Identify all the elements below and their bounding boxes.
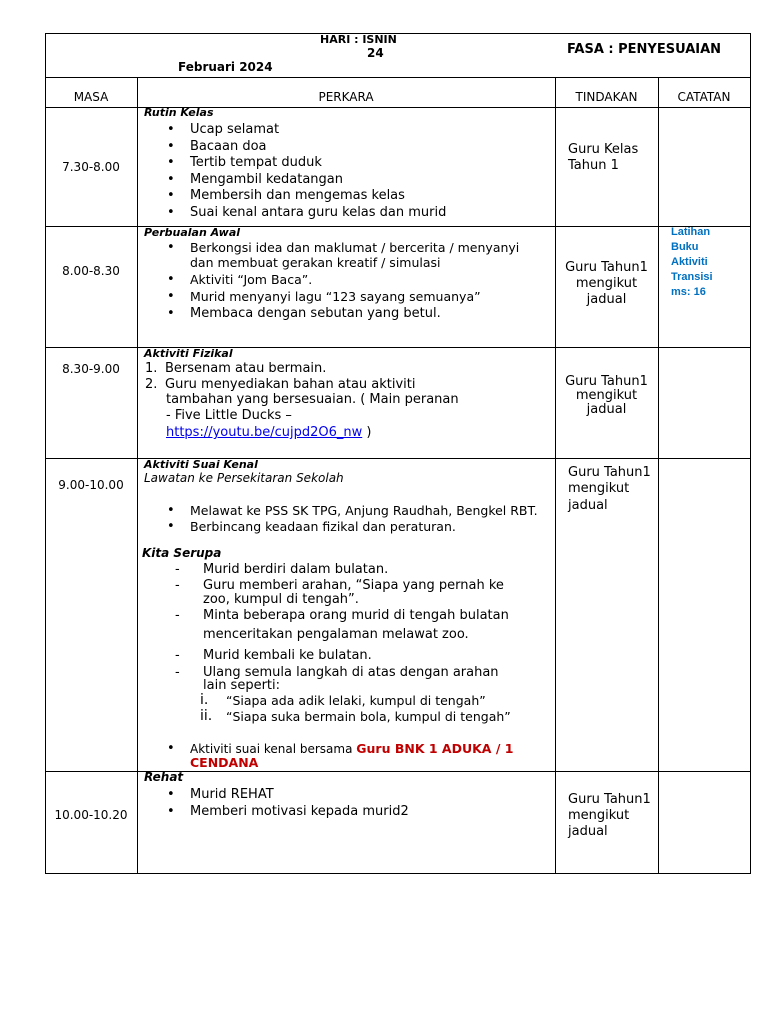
numbered-list	[143, 361, 416, 393]
dash-list	[143, 562, 504, 593]
row-action-line: jadual	[568, 824, 608, 839]
dash-list	[143, 648, 499, 680]
table-border-left	[45, 33, 46, 874]
activity-list	[143, 503, 538, 535]
list-item: i. “Siapa ada adik lelaki, kumpul di tengah”	[200, 692, 486, 708]
roman-list	[198, 693, 511, 725]
list-item: • Tertib tempat duduk	[143, 155, 446, 172]
list-number: 2.	[145, 377, 158, 392]
list-number: 1.	[145, 361, 158, 376]
list-item: 1. Bersenam atau bermain.	[145, 361, 327, 376]
header-date-number: 24	[367, 46, 384, 60]
row-action-line: Guru Kelas	[568, 142, 639, 157]
row-action-line: Guru Tahun1	[565, 374, 648, 389]
row-note-line: Latihan	[671, 226, 711, 238]
column-header-masa: MASA	[73, 90, 109, 104]
list-item: 2. Guru menyediakan bahan atau aktiviti	[145, 377, 416, 392]
list-number: ii.	[200, 708, 213, 724]
row-note-line: Buku	[671, 241, 699, 253]
row-time: 7.30-8.00	[62, 160, 120, 174]
row-action-line: Guru Tahun1	[568, 465, 651, 480]
column-header-perkara: PERKARA	[318, 90, 374, 104]
header-divider	[45, 77, 751, 78]
row-action-line: Guru Tahun1	[565, 260, 648, 275]
row-note-line: ms: 16	[671, 286, 706, 298]
list-item: - Murid berdiri dalam bulatan.	[143, 562, 504, 577]
row-title: Rutin Kelas	[144, 106, 214, 119]
table-border-right	[750, 33, 751, 874]
row-action-line: mengikut	[568, 808, 630, 823]
dash-list	[143, 608, 509, 623]
list-item: • Suai kenal antara guru kelas dan murid	[143, 205, 446, 222]
list-item: • Memberi motivasi kepada murid2	[143, 804, 409, 821]
activity-list	[143, 240, 519, 256]
column-header-tindakan: TINDAKAN	[575, 90, 638, 104]
column-divider	[555, 77, 556, 874]
list-item: • Membaca dengan sebutan yang betul.	[143, 306, 481, 322]
list-item-continuation: lain seperti:	[203, 678, 281, 693]
table-border-top	[45, 33, 751, 34]
header-month-year: Februari 2024	[178, 60, 273, 74]
list-item-continuation: dan membuat gerakan kreatif / simulasi	[190, 255, 441, 270]
column-divider	[137, 77, 138, 874]
list-item: • Ucap selamat	[143, 122, 446, 139]
list-item: • Berbincang keadaan fizikal dan peraturan.	[143, 519, 538, 535]
activity-list	[143, 787, 409, 820]
schedule-table	[45, 33, 751, 874]
activity-list	[143, 122, 446, 221]
row-time: 8.30-9.00	[62, 362, 120, 376]
row-time: 10.00-10.20	[54, 808, 128, 822]
list-item: • Mengambil kedatangan	[143, 172, 446, 189]
list-item: • Murid REHAT	[143, 787, 409, 804]
list-item-continuation: - Five Little Ducks –	[166, 408, 292, 423]
list-item: • Berkongsi idea dan maklumat / bercerita / menyanyi	[143, 240, 519, 256]
row-title: Rehat	[144, 770, 184, 784]
row-action-line: mengikut	[575, 388, 638, 403]
row-title: Perbualan Awal	[144, 226, 241, 239]
video-link-line: https://youtu.be/cujpd2O6_nw )	[166, 425, 372, 440]
list-item: • Murid menyanyi lagu “123 sayang semuanya”	[143, 289, 481, 305]
row-action-line: mengikut	[568, 481, 630, 496]
row-time: 9.00-10.00	[58, 478, 124, 492]
column-divider	[658, 77, 659, 874]
list-item: • Membersih dan mengemas kelas	[143, 188, 446, 205]
list-item: - Minta beberapa orang murid di tengah bulatan	[143, 608, 509, 623]
header-phase: FASA : PENYESUAIAN	[567, 42, 722, 57]
list-item-continuation: menceritakan pengalaman melawat zoo.	[203, 627, 469, 642]
list-item: - Murid kembali ke bulatan.	[143, 648, 499, 663]
list-item: - Guru memberi arahan, “Siapa yang pernah ke	[143, 578, 504, 593]
row-title: Kita Serupa	[142, 546, 222, 560]
row-action-line: Tahun 1	[568, 158, 619, 173]
row-action-line: jadual	[586, 402, 627, 417]
row-action-line: Guru Tahun1	[568, 792, 651, 807]
video-link[interactable]: https://youtu.be/cujpd2O6_nw	[166, 425, 363, 440]
row-note-line: Transisi	[671, 271, 713, 283]
column-header-catatan: CATATAN	[677, 90, 731, 104]
table-border-bottom	[45, 873, 751, 874]
activity-list	[143, 272, 481, 322]
collab-class-note: Guru BNK 1 ADUKA / 1	[356, 741, 514, 756]
list-item: • Melawat ke PSS SK TPG, Anjung Raudhah, Bengkel RBT.	[143, 503, 538, 519]
list-item: • Aktiviti “Jom Baca”.	[143, 272, 481, 288]
list-item-continuation: zoo, kumpul di tengah”.	[203, 592, 359, 607]
row-action-line: jadual	[568, 498, 608, 513]
row-action-line: jadual	[586, 292, 627, 307]
row-title: Aktiviti Fizikal	[144, 347, 233, 360]
collab-class-note: CENDANA	[190, 755, 259, 770]
row-note-line: Aktiviti	[671, 256, 708, 268]
row-time: 8.00-8.30	[62, 264, 120, 278]
list-item-continuation: tambahan yang bersesuaian. ( Main peranan	[166, 392, 459, 407]
list-item: - Ulang semula langkah di atas dengan arahan	[143, 665, 499, 680]
header-day: HARI : ISNIN	[320, 33, 397, 46]
row-action-line: mengikut	[575, 276, 638, 291]
list-item: • Aktiviti suai kenal bersama Guru BNK 1 ADUKA / 1	[143, 741, 513, 757]
row-title: Aktiviti Suai Kenal	[144, 458, 258, 471]
row-subtitle: Lawatan ke Persekitaran Sekolah	[144, 471, 344, 485]
list-item: • Bacaan doa	[143, 139, 446, 156]
list-item: ii. “Siapa suka bermain bola, kumpul di tengah”	[200, 708, 511, 724]
list-number: i.	[200, 692, 209, 708]
